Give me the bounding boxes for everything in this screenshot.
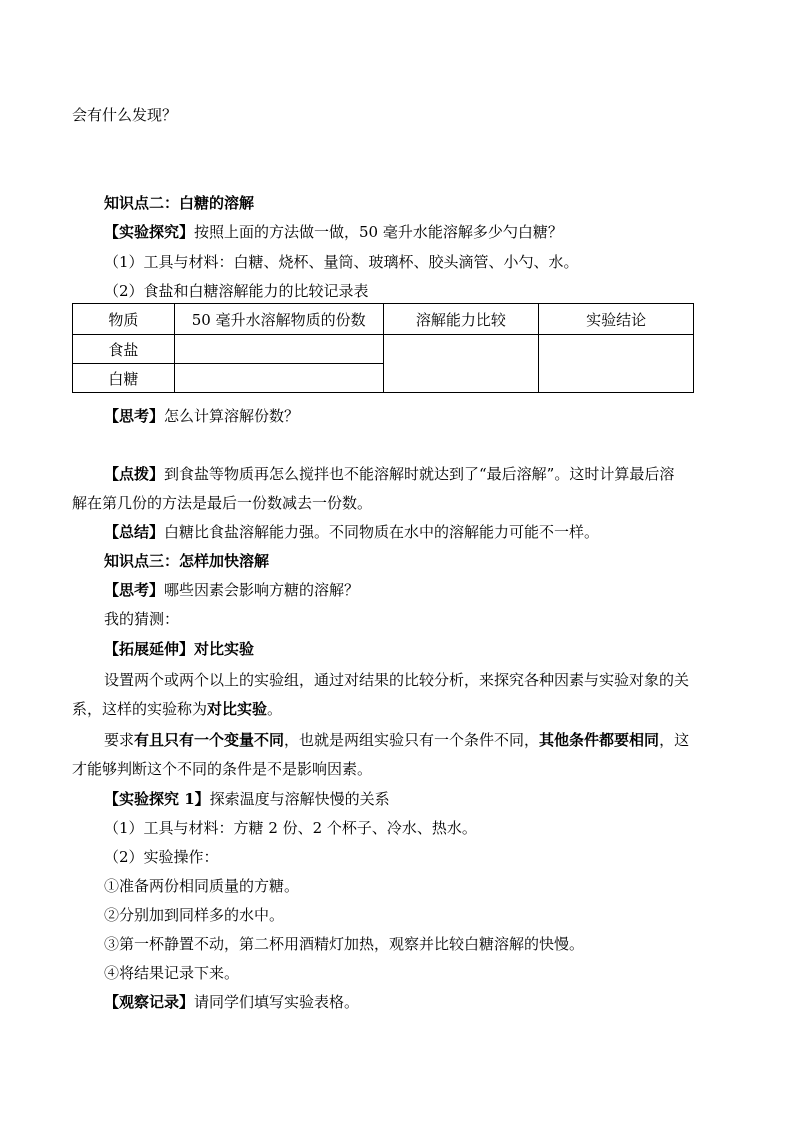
text-line <box>104 522 599 542</box>
tag-text: 按照上面的方法做一做，50 毫升水能溶解多少勺白糖？ <box>194 223 563 241</box>
table-row <box>73 335 694 364</box>
record-table <box>72 303 694 393</box>
text-line: 设置两个或两个以上的实验组，通过对结果的比较分析，来探究各种因素与实验对象的关 <box>104 671 690 689</box>
tag-label: 【实验探究】 <box>104 223 195 241</box>
text-line: 我的猜测： <box>104 610 180 628</box>
text-line <box>104 789 390 809</box>
tag-label: 【总结】 <box>104 523 165 541</box>
text-line <box>72 699 282 719</box>
text-line: （2）实验操作： <box>104 848 219 866</box>
text-span: ，这 <box>659 731 690 749</box>
text-line: ④将结果记录下来。 <box>104 964 240 982</box>
text-line <box>104 730 689 750</box>
text-line <box>104 464 674 484</box>
text-line: 会有什么发现？ <box>72 106 178 124</box>
text-line <box>104 580 359 600</box>
text-span: 要求 <box>104 731 135 749</box>
tag-text: 到食盐等物质再怎么搅拌也不能溶解时就达到了“最后溶解”。这时计算最后溶 <box>164 465 675 483</box>
text-line: ②分别加到同样多的水中。 <box>104 906 285 924</box>
table-header-cell: 50 毫升水溶解物质的份数 <box>174 304 383 335</box>
tag-label: 【实验探究 1】 <box>104 790 210 808</box>
tag-label: 【点拨】 <box>104 465 165 483</box>
table-cell-empty <box>174 335 383 364</box>
text-span: ，也就是两组实验只有一个条件不同， <box>284 731 540 749</box>
table-header-row <box>73 304 694 335</box>
table-header-cell: 溶解能力比较 <box>383 304 539 335</box>
tag-text: 哪些因素会影响方糖的溶解？ <box>164 581 360 599</box>
table-header-cell: 实验结论 <box>539 304 694 335</box>
tag-text: 怎么计算溶解份数？ <box>164 407 300 425</box>
table-header-cell: 物质 <box>73 304 175 335</box>
tag-label: 【思考】 <box>104 407 165 425</box>
table-row-label: 白糖 <box>73 364 175 393</box>
tag-text: 对比实验 <box>194 640 255 658</box>
bold-span: 有且只有一个变量不同 <box>134 731 285 749</box>
bold-span: 其他条件都要相同 <box>539 731 660 749</box>
text-line: 解在第几份的方法是最后一份数减去一份数。 <box>72 494 373 512</box>
tag-text: 探索温度与溶解快慢的关系 <box>209 790 390 808</box>
tag-text: 白糖比食盐溶解能力强。不同物质在水中的溶解能力可能不一样。 <box>164 523 600 541</box>
table-row-label: 食盐 <box>73 335 175 364</box>
table-cell-empty <box>174 364 383 393</box>
text-line: （1）工具与材料：方糖 2 份、2 个杯子、冷水、热水。 <box>104 819 477 837</box>
tag-label: 【思考】 <box>104 581 165 599</box>
text-line: ③第一杯静置不动，第二杯用酒精灯加热，观察并比较白糖溶解的快慢。 <box>104 935 585 953</box>
text-line: 才能够判断这个不同的条件是不是影响因素。 <box>72 760 373 778</box>
tag-label: 【拓展延伸】 <box>104 640 195 658</box>
text-span: 。 <box>267 700 283 718</box>
bold-span: 对比实验 <box>207 700 268 718</box>
text-line: ①准备两份相同质量的方糖。 <box>104 877 300 895</box>
text-line <box>104 639 254 659</box>
tag-label: 【观察记录】 <box>104 993 195 1011</box>
section-heading: 知识点三：怎样加快溶解 <box>104 552 270 570</box>
table-cell-empty <box>539 335 694 393</box>
text-line <box>104 992 359 1012</box>
text-line: （1）工具与材料：白糖、烧杯、量筒、玻璃杯、胶头滴管、小勺、水。 <box>104 253 579 271</box>
text-span: 系，这样的实验称为 <box>72 700 208 718</box>
table-caption: （2）食盐和白糖溶解能力的比较记录表 <box>104 282 369 300</box>
tag-text: 请同学们填写实验表格。 <box>194 993 360 1011</box>
text-line <box>104 222 563 242</box>
section-heading: 知识点二：白糖的溶解 <box>104 194 255 212</box>
table-cell-empty <box>383 335 539 393</box>
text-line <box>104 406 299 426</box>
